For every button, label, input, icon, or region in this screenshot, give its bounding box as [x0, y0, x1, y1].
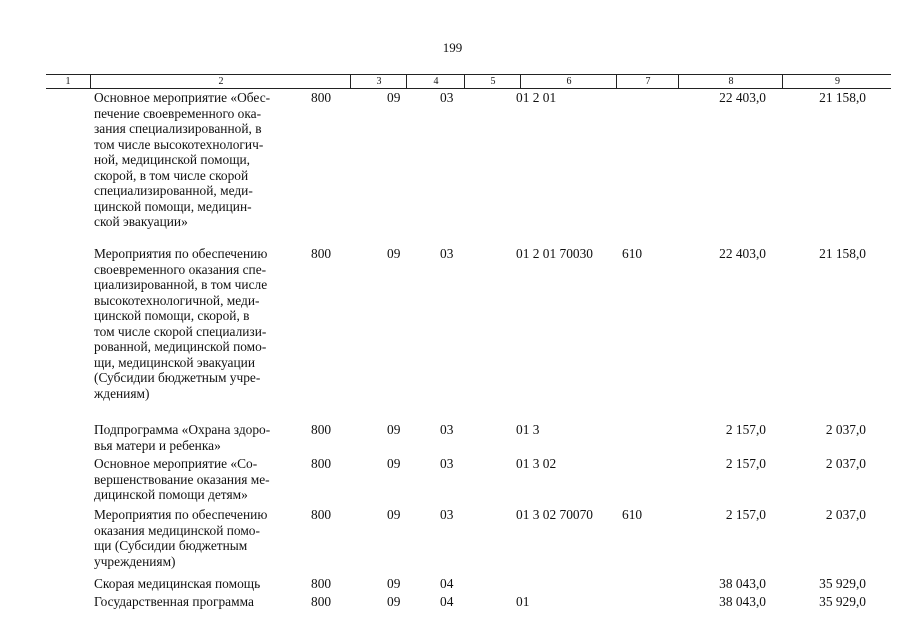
row-amount-2: 21 158,0: [819, 90, 866, 105]
row-name: [94, 422, 299, 453]
row-name-line: Скорая медицинская помощь: [94, 576, 261, 591]
row-grbs: 800: [311, 90, 332, 105]
row-subsection: 03: [440, 456, 454, 471]
row-amount-2: 21 158,0: [819, 246, 866, 261]
row-name-line: Основное мероприятие «Обес-: [94, 90, 271, 105]
header-col-4: 4: [406, 75, 465, 88]
row-target-article: 01 3 02 70070: [516, 507, 593, 522]
row-grbs: 800: [311, 422, 332, 437]
row-amount-1: 22 403,0: [719, 246, 766, 261]
row-name: [94, 594, 299, 610]
row-amount-2: 35 929,0: [819, 576, 866, 591]
row-name-line: ной, медицинской помощи,: [94, 152, 251, 167]
row-name: [94, 456, 299, 503]
row-name-line: Государственная программа: [94, 594, 254, 609]
row-name-line: цинской помощи, скорой, в: [94, 308, 250, 323]
row-grbs: 800: [311, 576, 332, 591]
row-name-line: Мероприятия по обеспечению: [94, 246, 268, 261]
row-section: 09: [387, 456, 401, 471]
row-target-article: 01 3 02: [516, 456, 557, 471]
row-grbs: 800: [311, 507, 332, 522]
row-name-line: печение своевременного ока-: [94, 105, 262, 121]
row-name-line: рованной, медицинской помо-: [94, 339, 267, 354]
header-col-9: 9: [782, 75, 892, 88]
row-target-article: 01: [516, 594, 530, 609]
row-section: 09: [387, 246, 401, 261]
row-grbs: 800: [311, 594, 332, 609]
table-header: [46, 74, 891, 89]
row-name: [94, 507, 299, 569]
row-name-line: (Субсидии бюджетным учре-: [94, 370, 261, 385]
row-name-line: том числе скорой специализи-: [94, 323, 267, 339]
row-grbs: 800: [311, 456, 332, 471]
row-section: 09: [387, 422, 401, 437]
row-name-line: щи (Субсидии бюджетным: [94, 538, 248, 553]
row-name: [94, 576, 299, 592]
header-col-3: 3: [350, 75, 407, 88]
row-amount-2: 2 037,0: [825, 456, 866, 471]
row-name-line: скорой, в том числе скорой: [94, 167, 249, 183]
row-name-line: учреждениям): [94, 553, 176, 569]
row-name-line: ждениям): [94, 385, 150, 401]
header-col-6: 6: [520, 75, 617, 88]
row-name-line: зания специализированной, в: [94, 121, 262, 136]
row-name-line: Подпрограмма «Охрана здоро-: [94, 422, 271, 437]
row-subsection: 03: [440, 90, 454, 105]
row-name-line: дицинской помощи детям»: [94, 487, 248, 502]
row-target-article: 01 2 01: [516, 90, 557, 105]
row-subsection: 03: [440, 246, 454, 261]
row-section: 09: [387, 90, 401, 105]
row-amount-1: 2 157,0: [725, 422, 766, 437]
row-name-line: специализированной, меди-: [94, 183, 253, 198]
page-number: 199: [442, 40, 463, 55]
row-name-line: своевременного оказания спе-: [94, 261, 267, 277]
row-amount-2: 2 037,0: [825, 422, 866, 437]
row-subsection: 04: [440, 576, 454, 591]
row-name-line: щи, медицинской эвакуации: [94, 354, 255, 370]
row-section: 09: [387, 507, 401, 522]
row-name-line: том числе высокотехнологич-: [94, 136, 264, 152]
header-col-8: 8: [678, 75, 783, 88]
row-name-line: оказания медицинской помо-: [94, 522, 260, 538]
row-section: 09: [387, 576, 401, 591]
row-subsection: 03: [440, 422, 454, 437]
row-name-line: вершенствование оказания ме-: [94, 471, 270, 487]
row-amount-1: 2 157,0: [725, 456, 766, 471]
row-name: [94, 246, 299, 401]
row-amount-2: 35 929,0: [819, 594, 866, 609]
row-amount-1: 38 043,0: [719, 576, 766, 591]
row-expense-type: 610: [622, 507, 643, 522]
row-name-line: Основное мероприятие «Со-: [94, 456, 258, 471]
row-amount-1: 2 157,0: [725, 507, 766, 522]
row-name-line: вья матери и ребенка»: [94, 437, 221, 453]
row-amount-1: 38 043,0: [719, 594, 766, 609]
row-name-line: высокотехнологичной, меди-: [94, 292, 260, 308]
header-col-2: 2: [90, 75, 351, 88]
header-col-5: 5: [464, 75, 521, 88]
row-target-article: 01 3: [516, 422, 540, 437]
row-name-line: циализированной, в том числе: [94, 277, 268, 292]
row-expense-type: 610: [622, 246, 643, 261]
row-subsection: 03: [440, 507, 454, 522]
header-col-7: 7: [616, 75, 679, 88]
row-name-line: Мероприятия по обеспечению: [94, 507, 268, 522]
row-name: [94, 90, 299, 230]
row-amount-2: 2 037,0: [825, 507, 866, 522]
row-amount-1: 22 403,0: [719, 90, 766, 105]
row-name-line: цинской помощи, медицин-: [94, 198, 252, 214]
row-section: 09: [387, 594, 401, 609]
row-name-line: ской эвакуации»: [94, 214, 188, 229]
row-grbs: 800: [311, 246, 332, 261]
header-col-1: 1: [65, 76, 71, 87]
row-subsection: 04: [440, 594, 454, 609]
row-target-article: 01 2 01 70030: [516, 246, 593, 261]
